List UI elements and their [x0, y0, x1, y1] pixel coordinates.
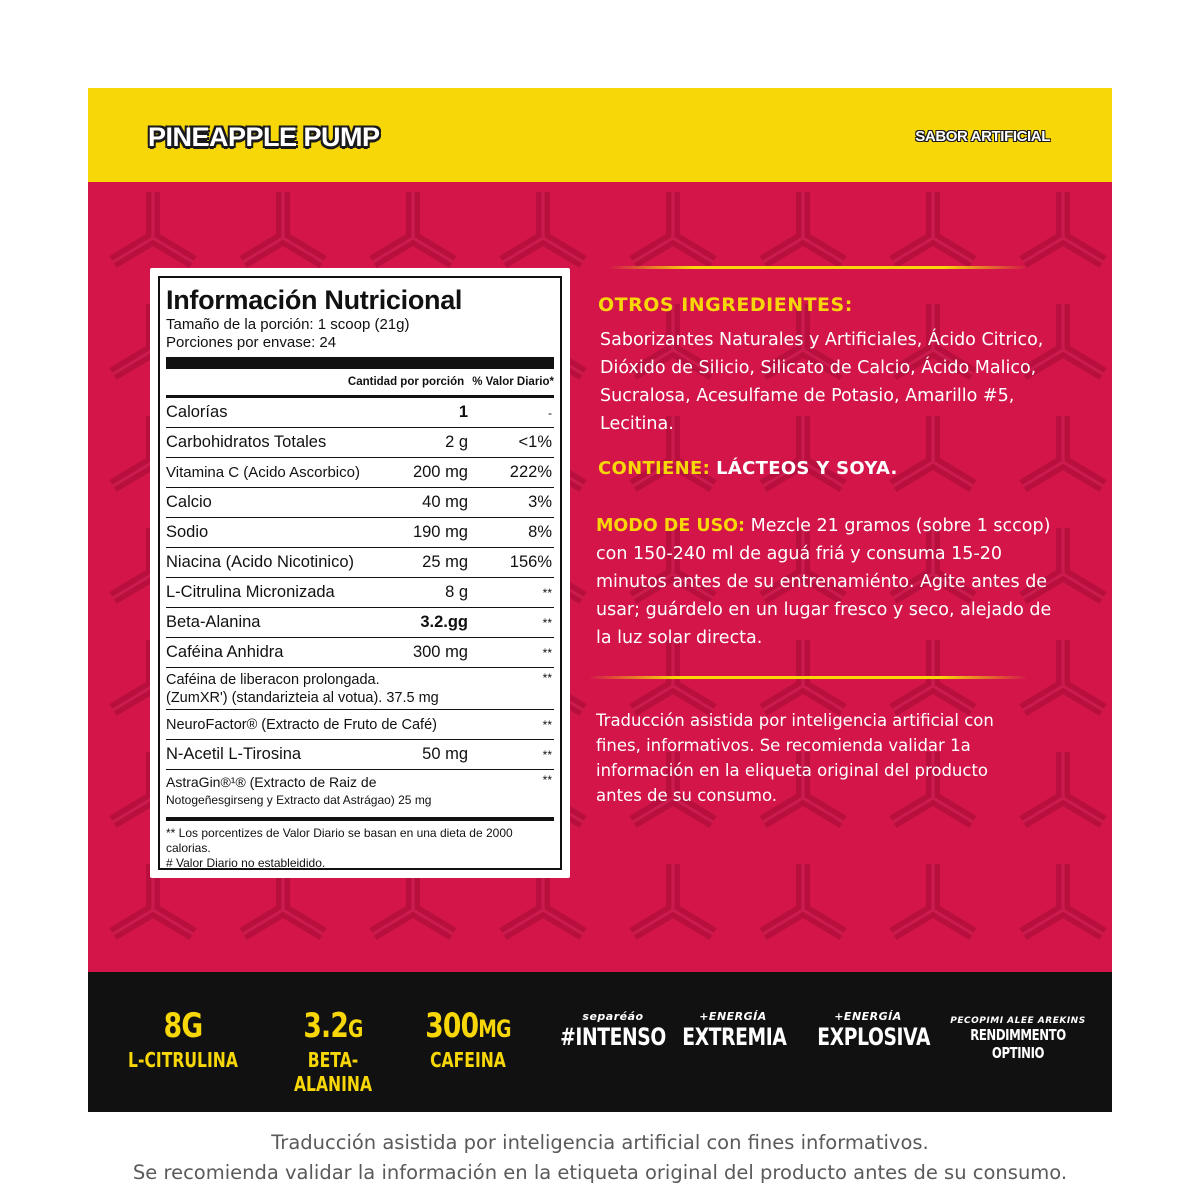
nutrient-amount: 2 g: [445, 433, 468, 451]
nutrient-dv: 3%: [528, 493, 552, 511]
serving-size: Tamaño de la porción: 1 scoop (21g): [166, 316, 410, 333]
nutrient-name: [166, 773, 468, 809]
product-label: [88, 88, 1112, 1112]
nutrient-name-line1: AstraGin®¹® (Extracto de Raiz de: [166, 774, 377, 790]
nutrition-panel: [150, 268, 570, 878]
otros-ingredientes-text: Saborizantes Naturales y Artificiales, Ácido Citrico, Dióxido de Silicio, Silicato de Calcio, Ácido Malico, Sucralosa, Acesulfame de Potasio, Amarillo #5, Lecitina.: [600, 330, 1044, 434]
claim-small: separéáo: [582, 1010, 644, 1023]
nutrition-title: Información Nutricional: [166, 285, 463, 315]
nutrient-name: L-Citrulina Micronizada: [166, 583, 335, 601]
footnote-line1: ** Los porcentizes de Valor Diario se basan en una dieta de 2000 calorias.: [166, 826, 513, 855]
nutrient-row: [166, 770, 554, 814]
nutrient-amount: 40 mg: [422, 493, 468, 511]
nutrition-footnote: [166, 817, 554, 871]
nutrient-row: [166, 668, 554, 710]
nutrient-amount: 3.2.gg: [420, 613, 468, 631]
claim-extrema: [668, 1010, 798, 1051]
stat-value: 3.2: [303, 1006, 349, 1046]
nutrient-row: [166, 398, 554, 428]
nutrient-row: [166, 608, 554, 638]
nutrient-dv: 222%: [509, 463, 552, 481]
yellow-divider-top: [608, 266, 1028, 269]
nutrient-name: Caféina Anhidra: [166, 643, 284, 661]
dv-column-header: % Valor Diario*: [472, 376, 554, 388]
nutrient-name: Sodio: [166, 523, 209, 541]
nutrient-dv: **: [542, 615, 552, 630]
stat-value: 300: [425, 1006, 479, 1046]
contiene-line: [598, 458, 898, 479]
nutrient-amount: 1: [458, 403, 468, 421]
nutrient-name: Calcio: [166, 493, 212, 511]
nutrient-name: Carbohidratos Totales: [166, 433, 327, 451]
claim-large: EXPLOSIVA: [817, 1023, 931, 1051]
nutrient-amount: 8 g: [445, 583, 468, 601]
nutrient-dv: 156%: [509, 553, 552, 571]
nutrient-name-line2: (ZumXR') (standarizteia al votua). 37.5 mg: [166, 690, 439, 706]
nutrient-name: Calorías: [166, 403, 228, 421]
contiene-text: LÁCTEOS Y SOYA.: [716, 458, 898, 479]
claim-large: #INTENSO: [560, 1023, 666, 1051]
nutrient-row: [166, 458, 554, 488]
nutrition-box: [158, 276, 562, 870]
top-yellow-band: [88, 88, 1112, 182]
claim-large: RENDIMMENTO OPTINIO: [970, 1026, 1066, 1062]
stat-value-wrap: [413, 1006, 522, 1046]
nutrient-amount: 300 mg: [412, 643, 468, 661]
stat-unit: G: [348, 1015, 363, 1043]
nutrient-dv: **: [542, 585, 552, 600]
sabor-artificial-label: SABOR ARTIFICIAL: [915, 128, 1050, 145]
nutrient-name: N-Acetil L-Tirosina: [166, 745, 302, 763]
disclaimer-line1: Traducción asistida por inteligencia artificial con fines informativos.: [271, 1131, 929, 1154]
nutrient-row: [166, 578, 554, 608]
nutrient-row: [166, 428, 554, 458]
nutrient-row: [166, 710, 554, 740]
ai-translation-note: Traducción asistida por inteligencia artificial con fines, informativos. Se recomienda validar 1a información en la eliqueta original del producto antes de su consumo.: [596, 711, 994, 805]
servings-per-container: Porciones por envase: 24: [166, 334, 337, 351]
stat-label: BETA-ALANINA: [293, 1048, 373, 1096]
nutrient-name-line2: Notogeñesgirseng y Extracto dat Astrágao) 25 mg: [166, 793, 432, 807]
nutrient-name: Vitamina C (Acido Ascorbico): [166, 464, 360, 481]
contiene-heading: CONTIENE:: [598, 458, 711, 479]
amount-column-header: Cantidad por porción: [347, 376, 465, 388]
claim-large: EXTREMIA: [682, 1023, 787, 1051]
nutrient-amount: 50 mg: [422, 745, 468, 763]
footnote-line2: # Valor Diario no estableidido.: [166, 856, 326, 870]
nutrient-dv: <1%: [518, 433, 552, 451]
modo-heading: MODO DE USO:: [596, 516, 746, 536]
modo-de-uso: [596, 512, 1066, 652]
nutrient-dv: **: [542, 645, 552, 660]
stat-citrulina: [108, 1006, 258, 1072]
modo-text: Mezcle 21 gramos (sobre 1 sccop) con 150-240 ml de aguá friá y consuma 15-20 minutos antes de su entrenamiénto. Agite antes de usar; guárdelo en un lugar fresco y seco, alejado de la luz solar directa.: [596, 516, 1052, 648]
nutrient-name: NeuroFactor® (Extracto de Fruto de Café): [166, 716, 437, 733]
stat-value: 8G: [163, 1006, 203, 1046]
nutrient-name-line1: Caféina de liberacon prolongada.: [166, 672, 380, 688]
nutrient-name: Niacina (Acido Nicotinico): [166, 553, 354, 571]
claim-rendimiento: [933, 1016, 1103, 1062]
nutrient-dv: **: [542, 671, 552, 685]
nutrient-name: Beta-Alanina: [166, 613, 261, 631]
yellow-divider-bottom: [588, 676, 1028, 679]
nutrient-row: [166, 548, 554, 578]
nutrient-amount: 25 mg: [422, 553, 468, 571]
nutrient-name: [166, 671, 468, 707]
disclaimer-line2: Se recomienda validar la información en la etiqueta original del producto antes de su consumo.: [132, 1161, 1068, 1184]
nutrient-amount: 190 mg: [412, 523, 468, 541]
stat-beta-alanina: [258, 1006, 408, 1096]
nutrient-dv: **: [542, 717, 552, 732]
thick-divider: [166, 357, 554, 369]
nutrition-column-header: [166, 369, 554, 398]
stat-label: CAFEINA: [430, 1048, 506, 1072]
nutrient-amount: 200 mg: [412, 463, 468, 481]
stat-cafeina: [398, 1006, 538, 1072]
nutrient-dv: -: [548, 405, 552, 420]
nutrient-dv: **: [542, 773, 552, 787]
claim-small: PECOPIMI ALEE AREKINS: [950, 1016, 1086, 1026]
stat-label: L-CITRULINA: [128, 1048, 238, 1072]
page-disclaimer: [0, 1128, 1200, 1188]
nutrient-dv: **: [542, 747, 552, 762]
nutrient-row: [166, 638, 554, 668]
claim-explosiva: [803, 1010, 933, 1051]
claim-intenso: [543, 1010, 683, 1051]
nutrient-row: [166, 518, 554, 548]
claim-small: +ENERGÍA: [834, 1010, 902, 1023]
bottom-stats-band: [88, 972, 1112, 1112]
stat-unit: MG: [478, 1015, 511, 1043]
nutrient-row: [166, 488, 554, 518]
nutrient-row: [166, 740, 554, 770]
nutrient-dv: 8%: [528, 523, 552, 541]
claim-small: +ENERGÍA: [699, 1010, 767, 1023]
flavor-name: PINEAPPLE PUMP: [148, 122, 380, 152]
stat-value-wrap: [275, 1006, 392, 1046]
otros-ingredientes-heading: OTROS INGREDIENTES:: [598, 294, 853, 316]
